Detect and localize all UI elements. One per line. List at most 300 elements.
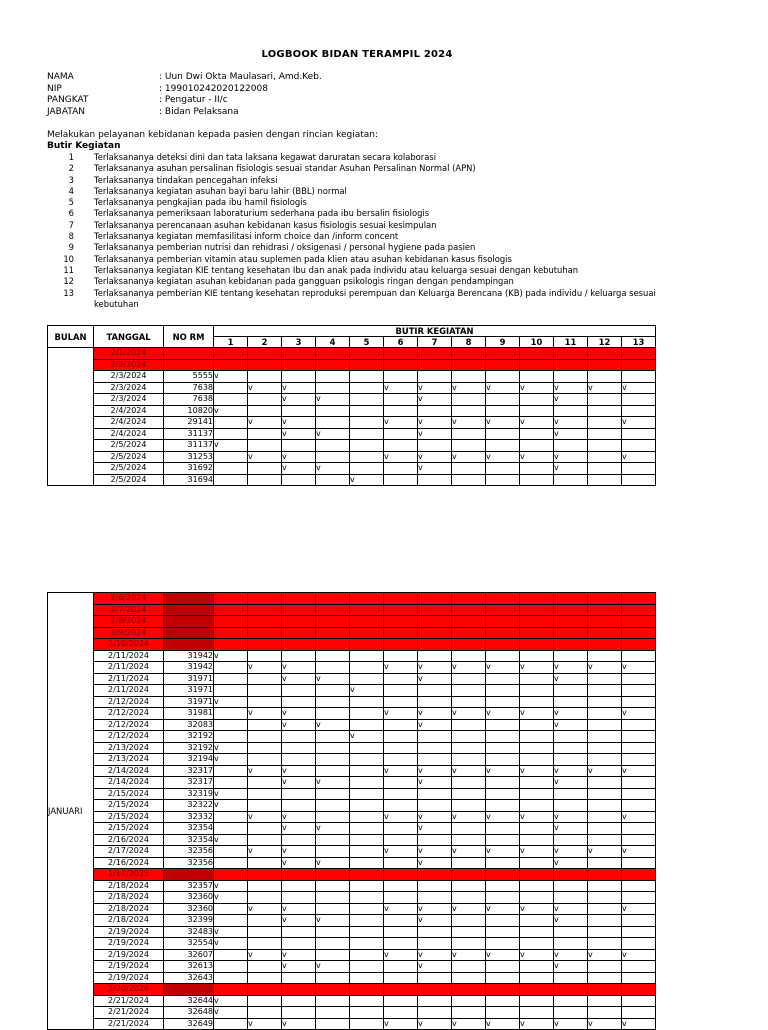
butir-item <box>47 208 687 219</box>
check-cell <box>282 984 316 996</box>
check-cell <box>248 371 282 383</box>
check-cell <box>418 616 452 628</box>
check-cell <box>520 754 554 766</box>
check-cell <box>622 938 656 950</box>
check-cell: v <box>486 811 520 823</box>
tanggal-cell: 2/12/2024 <box>94 696 164 708</box>
check-cell <box>214 673 248 685</box>
info-value: : Bidan Pelaksana <box>159 106 239 117</box>
check-cell <box>384 673 418 685</box>
table-row <box>48 394 656 406</box>
check-cell <box>214 662 248 674</box>
check-cell <box>384 823 418 835</box>
check-cell <box>520 604 554 616</box>
norm-cell <box>164 869 214 881</box>
table-row <box>48 811 656 823</box>
check-cell <box>486 359 520 371</box>
check-cell: v <box>248 382 282 394</box>
check-cell <box>588 685 622 697</box>
check-cell <box>384 926 418 938</box>
check-cell: v <box>554 915 588 927</box>
check-cell <box>316 880 350 892</box>
norm-cell: 7638 <box>164 394 214 406</box>
check-cell: v <box>282 708 316 720</box>
tanggal-cell: 2/18/2024 <box>94 915 164 927</box>
check-cell <box>588 394 622 406</box>
check-cell: v <box>554 811 588 823</box>
norm-cell: 31971 <box>164 696 214 708</box>
info-value: : Uun Dwi Okta Maulasari, Amd.Keb. <box>159 72 322 82</box>
check-cell <box>622 834 656 846</box>
check-cell: v <box>452 451 486 463</box>
check-cell: v <box>486 903 520 915</box>
check-cell <box>350 742 384 754</box>
check-cell <box>486 371 520 383</box>
check-cell <box>486 394 520 406</box>
check-cell <box>486 673 520 685</box>
check-cell <box>486 731 520 743</box>
tanggal-cell: 2/18/2024 <box>94 880 164 892</box>
check-cell <box>588 811 622 823</box>
check-cell <box>452 926 486 938</box>
norm-cell: 31942 <box>164 650 214 662</box>
table-row <box>48 382 656 394</box>
check-cell <box>350 428 384 440</box>
check-cell <box>520 800 554 812</box>
intro-text: Melakukan pelayanan kebidanan kepada pasien dengan rincian kegiatan: <box>47 130 379 140</box>
table-row <box>48 915 656 927</box>
check-cell: v <box>282 777 316 789</box>
check-cell <box>248 800 282 812</box>
check-cell: v <box>282 765 316 777</box>
norm-cell: 31981 <box>164 708 214 720</box>
tanggal-cell: 2/21/2024 <box>94 1018 164 1030</box>
check-cell <box>214 348 248 360</box>
check-cell <box>316 348 350 360</box>
tanggal-cell: 2/5/2024 <box>94 463 164 475</box>
check-cell <box>350 627 384 639</box>
check-cell <box>452 880 486 892</box>
check-cell <box>384 616 418 628</box>
check-cell: v <box>554 673 588 685</box>
tanggal-cell: 2/12/2024 <box>94 708 164 720</box>
butir-number: 10 <box>63 253 74 264</box>
tanggal-cell: 2/15/2024 <box>94 823 164 835</box>
check-cell: v <box>452 949 486 961</box>
table-row <box>48 880 656 892</box>
check-cell <box>520 892 554 904</box>
check-cell <box>350 673 384 685</box>
tanggal-cell: 2/13/2024 <box>94 754 164 766</box>
check-cell <box>282 800 316 812</box>
tanggal-cell: 2/19/2024 <box>94 926 164 938</box>
table-row <box>48 662 656 674</box>
document-title: LOGBOOK BIDAN TERAMPIL 2024 <box>261 49 453 60</box>
check-cell <box>520 673 554 685</box>
header-col-11: 11 <box>554 337 588 348</box>
check-cell: v <box>248 846 282 858</box>
check-cell: v <box>384 382 418 394</box>
check-cell <box>418 348 452 360</box>
check-cell: v <box>622 382 656 394</box>
butir-number: 1 <box>68 152 74 162</box>
table-row <box>48 972 656 984</box>
check-cell <box>622 892 656 904</box>
check-cell: v <box>214 405 248 417</box>
check-cell: v <box>384 451 418 463</box>
table-row <box>48 696 656 708</box>
check-cell <box>486 440 520 452</box>
check-cell <box>520 995 554 1007</box>
butir-number: 13 <box>63 287 74 298</box>
tanggal-cell: 2/14/2024 <box>94 765 164 777</box>
check-cell <box>418 834 452 846</box>
check-cell <box>452 639 486 651</box>
check-cell <box>622 742 656 754</box>
table-row <box>48 754 656 766</box>
check-cell <box>316 800 350 812</box>
check-cell: v <box>214 696 248 708</box>
tanggal-cell: 2/8/2024 <box>94 616 164 628</box>
table-row <box>48 938 656 950</box>
check-cell: v <box>452 903 486 915</box>
norm-cell: 31692 <box>164 463 214 475</box>
norm-cell: 32607 <box>164 949 214 961</box>
check-cell <box>350 823 384 835</box>
tanggal-cell: 2/3/2024 <box>94 394 164 406</box>
butir-item <box>47 220 687 231</box>
check-cell <box>520 1007 554 1019</box>
check-cell <box>554 627 588 639</box>
check-cell <box>554 685 588 697</box>
check-cell <box>350 405 384 417</box>
check-cell <box>248 405 282 417</box>
norm-cell <box>164 348 214 360</box>
check-cell <box>452 685 486 697</box>
check-cell <box>520 405 554 417</box>
check-cell <box>452 673 486 685</box>
norm-cell: 32357 <box>164 880 214 892</box>
check-cell <box>486 616 520 628</box>
tanggal-cell: 2/3/2024 <box>94 382 164 394</box>
norm-cell: 32613 <box>164 961 214 973</box>
check-cell <box>350 949 384 961</box>
check-cell <box>418 995 452 1007</box>
check-cell <box>282 371 316 383</box>
tanggal-cell: 2/12/2024 <box>94 719 164 731</box>
check-cell: v <box>486 382 520 394</box>
tanggal-cell: 2/3/2024 <box>94 371 164 383</box>
norm-cell: 32317 <box>164 777 214 789</box>
butir-text: Terlaksananya perencanaan asuhan kebidanan kasus fisiologis sesuai kesimpulan <box>94 219 437 230</box>
check-cell: v <box>452 811 486 823</box>
check-cell: v <box>520 417 554 429</box>
check-cell <box>384 938 418 950</box>
check-cell <box>452 650 486 662</box>
table-row <box>48 984 656 996</box>
header-tanggal: TANGGAL <box>94 326 164 348</box>
check-cell <box>622 405 656 417</box>
check-cell: v <box>418 382 452 394</box>
norm-cell: 32332 <box>164 811 214 823</box>
check-cell <box>248 685 282 697</box>
tanggal-cell: 1/17/2025 <box>94 869 164 881</box>
check-cell <box>622 428 656 440</box>
check-cell <box>350 857 384 869</box>
table-row <box>48 627 656 639</box>
butir-number: 5 <box>68 197 74 208</box>
check-cell <box>452 972 486 984</box>
check-cell <box>520 650 554 662</box>
check-cell <box>350 834 384 846</box>
norm-cell: 31694 <box>164 474 214 486</box>
check-cell <box>350 880 384 892</box>
check-cell <box>350 984 384 996</box>
check-cell <box>282 348 316 360</box>
check-cell: v <box>588 765 622 777</box>
check-cell <box>486 788 520 800</box>
check-cell: v <box>554 662 588 674</box>
check-cell <box>248 892 282 904</box>
check-cell: v <box>622 451 656 463</box>
check-cell <box>520 869 554 881</box>
check-cell: v <box>248 417 282 429</box>
check-cell: v <box>452 382 486 394</box>
butir-item <box>47 163 687 174</box>
butir-item <box>47 276 687 287</box>
check-cell <box>214 972 248 984</box>
check-cell <box>418 1007 452 1019</box>
check-cell <box>350 892 384 904</box>
check-cell <box>214 846 248 858</box>
check-cell <box>520 440 554 452</box>
check-cell <box>486 984 520 996</box>
butir-item <box>47 288 687 311</box>
check-cell: v <box>520 811 554 823</box>
check-cell <box>248 984 282 996</box>
check-cell <box>350 463 384 475</box>
norm-cell: 32483 <box>164 926 214 938</box>
tanggal-cell: 2/19/2024 <box>94 949 164 961</box>
check-cell: v <box>486 708 520 720</box>
butir-text: Terlaksananya kegiatan KIE tentang kesehatan Ibu dan anak pada individu atau keluarga sesuai dengan kebutuhan <box>94 264 579 275</box>
check-cell: v <box>316 428 350 440</box>
check-cell: v <box>520 765 554 777</box>
check-cell <box>214 777 248 789</box>
tanggal-cell: 2/11/2024 <box>94 685 164 697</box>
tanggal-cell: 2/5/2024 <box>94 440 164 452</box>
check-cell <box>588 696 622 708</box>
check-cell <box>248 474 282 486</box>
info-value: : Pengatur - II/c <box>159 95 228 105</box>
norm-cell: 32356 <box>164 846 214 858</box>
check-cell: v <box>384 846 418 858</box>
table-row <box>48 405 656 417</box>
check-cell <box>350 811 384 823</box>
check-cell <box>384 405 418 417</box>
check-cell <box>248 754 282 766</box>
check-cell <box>452 1007 486 1019</box>
check-cell <box>248 972 282 984</box>
check-cell <box>248 604 282 616</box>
check-cell <box>554 869 588 881</box>
table-row <box>48 995 656 1007</box>
check-cell <box>554 359 588 371</box>
check-cell <box>248 777 282 789</box>
check-cell: v <box>554 451 588 463</box>
check-cell <box>384 463 418 475</box>
check-cell: v <box>214 995 248 1007</box>
norm-cell <box>164 627 214 639</box>
check-cell <box>588 857 622 869</box>
check-cell <box>554 405 588 417</box>
check-cell <box>622 593 656 605</box>
check-cell: v <box>486 765 520 777</box>
check-cell <box>622 359 656 371</box>
check-cell: v <box>622 708 656 720</box>
check-cell <box>622 972 656 984</box>
check-cell <box>350 972 384 984</box>
check-cell <box>282 892 316 904</box>
check-cell <box>554 371 588 383</box>
table-row <box>48 823 656 835</box>
check-cell: v <box>554 417 588 429</box>
check-cell <box>554 880 588 892</box>
check-cell <box>418 984 452 996</box>
butir-text: Terlaksananya kegiatan asuhan bayi baru lahir (BBL) normal <box>94 185 347 196</box>
check-cell <box>248 915 282 927</box>
check-cell: v <box>418 777 452 789</box>
check-cell <box>588 405 622 417</box>
check-cell <box>248 857 282 869</box>
check-cell: v <box>622 903 656 915</box>
check-cell: v <box>622 662 656 674</box>
butir-text: Terlaksananya asuhan persalinan fisiologis sesuai standar Asuhan Persalinan Normal (APN) <box>94 163 476 174</box>
check-cell <box>214 685 248 697</box>
check-cell: v <box>622 1018 656 1030</box>
check-cell <box>350 639 384 651</box>
check-cell <box>622 926 656 938</box>
check-cell <box>384 984 418 996</box>
check-cell: v <box>384 662 418 674</box>
check-cell <box>248 731 282 743</box>
norm-cell: 29141 <box>164 417 214 429</box>
check-cell <box>588 903 622 915</box>
check-cell <box>418 593 452 605</box>
check-cell <box>350 593 384 605</box>
check-cell <box>418 627 452 639</box>
check-cell <box>486 405 520 417</box>
header-col-13: 13 <box>622 337 656 348</box>
info-label: PANGKAT <box>47 95 89 105</box>
check-cell <box>588 938 622 950</box>
check-cell <box>452 719 486 731</box>
check-cell <box>554 972 588 984</box>
check-cell <box>384 627 418 639</box>
check-cell <box>554 348 588 360</box>
check-cell <box>520 823 554 835</box>
check-cell <box>452 892 486 904</box>
norm-cell: 32360 <box>164 903 214 915</box>
check-cell: v <box>452 765 486 777</box>
tanggal-cell: 2/21/2024 <box>94 995 164 1007</box>
bulan-cell <box>48 348 94 486</box>
check-cell <box>486 604 520 616</box>
check-cell: v <box>486 846 520 858</box>
check-cell <box>316 903 350 915</box>
check-cell <box>452 348 486 360</box>
check-cell: v <box>316 961 350 973</box>
check-cell <box>486 869 520 881</box>
check-cell <box>248 788 282 800</box>
check-cell: v <box>282 673 316 685</box>
check-cell <box>452 754 486 766</box>
check-cell <box>452 627 486 639</box>
check-cell: v <box>452 417 486 429</box>
check-cell <box>554 754 588 766</box>
tanggal-cell: 2/7/2024 <box>94 604 164 616</box>
table-row <box>48 1007 656 1019</box>
check-cell <box>282 685 316 697</box>
check-cell: v <box>384 708 418 720</box>
butir-number: 8 <box>68 231 74 242</box>
check-cell <box>588 359 622 371</box>
tanggal-cell: 2/18/2024 <box>94 903 164 915</box>
check-cell <box>520 371 554 383</box>
check-cell <box>452 961 486 973</box>
check-cell <box>316 834 350 846</box>
check-cell <box>282 696 316 708</box>
table-row <box>48 857 656 869</box>
check-cell <box>520 394 554 406</box>
check-cell: v <box>418 765 452 777</box>
check-cell <box>316 788 350 800</box>
check-cell <box>316 742 350 754</box>
check-cell: v <box>214 742 248 754</box>
check-cell <box>248 1007 282 1019</box>
check-cell <box>418 604 452 616</box>
table-row <box>48 777 656 789</box>
check-cell: v <box>418 451 452 463</box>
check-cell: v <box>282 949 316 961</box>
check-cell: v <box>282 463 316 475</box>
check-cell <box>486 742 520 754</box>
check-cell <box>282 754 316 766</box>
check-cell <box>588 800 622 812</box>
check-cell <box>622 995 656 1007</box>
norm-cell: 32360 <box>164 892 214 904</box>
check-cell: v <box>282 811 316 823</box>
check-cell: v <box>554 719 588 731</box>
butir-list <box>47 152 687 310</box>
header-col-2: 2 <box>248 337 282 348</box>
header-butir-kegiatan: BUTIR KEGIATAN <box>214 326 656 337</box>
check-cell <box>452 788 486 800</box>
check-cell <box>520 984 554 996</box>
check-cell <box>520 742 554 754</box>
check-cell <box>588 348 622 360</box>
check-cell <box>248 348 282 360</box>
table-row <box>48 359 656 371</box>
check-cell <box>452 405 486 417</box>
tanggal-cell: 2/15/2024 <box>94 788 164 800</box>
table-row <box>48 673 656 685</box>
check-cell: v <box>554 394 588 406</box>
bulan-cell: JANUARI <box>48 593 94 1030</box>
check-cell <box>316 593 350 605</box>
check-cell: v <box>520 451 554 463</box>
check-cell <box>282 604 316 616</box>
